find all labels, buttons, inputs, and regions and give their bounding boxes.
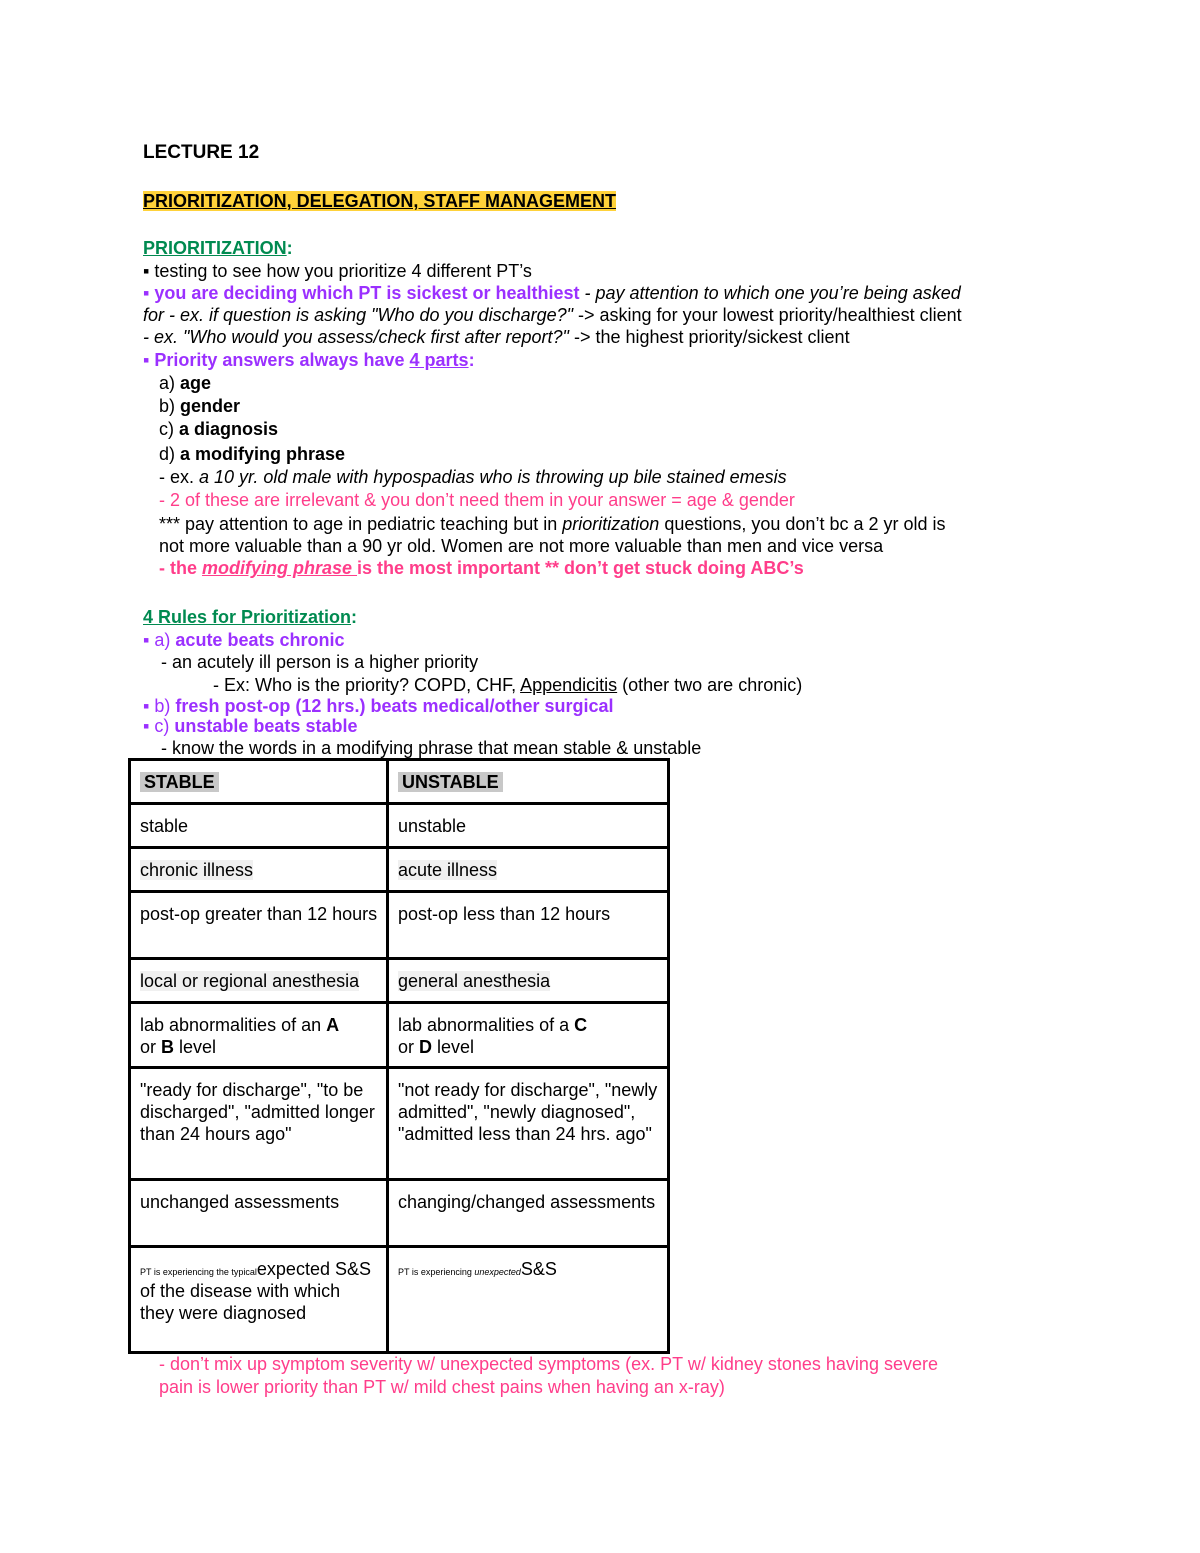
rule-b: ▪ b) fresh post-op (12 hrs.) beats medical/other surgical bbox=[143, 696, 614, 716]
table-row bbox=[130, 1003, 669, 1068]
cell-unstable: general anesthesia bbox=[388, 959, 669, 1003]
cell-unstable: acute illness bbox=[388, 848, 669, 892]
header-stable: STABLE bbox=[130, 760, 388, 804]
cell-stable: chronic illness bbox=[130, 848, 388, 892]
part-age: a) age bbox=[159, 373, 212, 393]
stable-unstable-table bbox=[128, 758, 670, 1354]
cell-stable: local or regional anesthesia bbox=[130, 959, 388, 1003]
example-line: - ex. a 10 yr. old male with hypospadias who is throwing up bile stained emesis bbox=[159, 467, 787, 487]
bullet-testing: ▪ testing to see how you prioritize 4 different PT’s bbox=[143, 261, 532, 281]
rule-c-sub: - know the words in a modifying phrase that mean stable & unstable bbox=[161, 738, 702, 758]
cell-stable: PT is experiencing the typicalexpected S&S of the disease with which they were diagnosed bbox=[130, 1247, 388, 1353]
part-diagnosis: c) a diagnosis bbox=[159, 419, 279, 439]
footer-note-line1: - don’t mix up symptom severity w/ unexpected symptoms (ex. PT w/ kidney stones having severe bbox=[159, 1354, 938, 1374]
age-note-line2: not more valuable than a 90 yr old. Women are not more valuable than men and vice versa bbox=[159, 536, 884, 556]
table-row bbox=[130, 1180, 669, 1247]
cell-unstable: changing/changed assessments bbox=[388, 1180, 669, 1247]
rule-a: ▪ a) acute beats chronic bbox=[143, 630, 345, 650]
cell-stable: stable bbox=[130, 804, 388, 848]
bullet-deciding-line2: for - ex. if question is asking "Who do you discharge?" -> asking for your lowest priority/healthiest client bbox=[143, 305, 962, 325]
bullet-deciding-line3: - ex. "Who would you assess/check first after report?" -> the highest priority/sickest client bbox=[143, 327, 850, 347]
part-gender: b) gender bbox=[159, 396, 241, 416]
prioritization-heading: PRIORITIZATION: bbox=[143, 238, 293, 258]
cell-stable: lab abnormalities of an A or B level bbox=[130, 1003, 388, 1068]
cell-stable: post-op greater than 12 hours bbox=[130, 892, 388, 959]
rule-c: ▪ c) unstable beats stable bbox=[143, 716, 358, 736]
cell-unstable: unstable bbox=[388, 804, 669, 848]
bullet-deciding: ▪ you are deciding which PT is sickest or healthiest - pay attention to which one you’re being asked bbox=[143, 283, 961, 303]
cell-unstable: PT is experiencing unexpectedS&S bbox=[388, 1247, 669, 1353]
cell-stable: unchanged assessments bbox=[130, 1180, 388, 1247]
age-note-line1: *** pay attention to age in pediatric teaching but in prioritization questions, you don’t bc a 2 yr old is bbox=[159, 514, 946, 534]
section-title: PRIORITIZATION, DELEGATION, STAFF MANAGEMENT bbox=[143, 191, 616, 211]
irrelevant-note: - 2 of these are irrelevant & you don’t need them in your answer = age & gender bbox=[159, 490, 795, 510]
rule-a-sub: - an acutely ill person is a higher priority bbox=[161, 652, 479, 672]
rules-heading: 4 Rules for Prioritization: bbox=[143, 607, 358, 627]
cell-unstable: "not ready for discharge", "newly admitted", "newly diagnosed", "admitted less than 24 hrs. ago" bbox=[388, 1068, 669, 1180]
modifying-phrase-note: - the modifying phrase is the most important ** don’t get stuck doing ABC’s bbox=[159, 558, 804, 578]
header-unstable: UNSTABLE bbox=[388, 760, 669, 804]
cell-unstable: post-op less than 12 hours bbox=[388, 892, 669, 959]
table-row bbox=[130, 1247, 669, 1353]
table-row bbox=[130, 892, 669, 959]
rule-a-example: - Ex: Who is the priority? COPD, CHF, Appendicitis (other two are chronic) bbox=[213, 675, 803, 695]
table-header-row bbox=[130, 760, 669, 804]
table-row bbox=[130, 848, 669, 892]
bullet-four-parts: ▪ Priority answers always have 4 parts: bbox=[143, 350, 475, 370]
table-row bbox=[130, 1068, 669, 1180]
table-row bbox=[130, 804, 669, 848]
cell-stable: "ready for discharge", "to be discharged", "admitted longer than 24 hours ago" bbox=[130, 1068, 388, 1180]
lecture-title: LECTURE 12 bbox=[143, 142, 260, 163]
table-row bbox=[130, 959, 669, 1003]
part-modifying-phrase: d) a modifying phrase bbox=[159, 444, 346, 464]
cell-unstable: lab abnormalities of a C or D level bbox=[388, 1003, 669, 1068]
footer-note-line2: pain is lower priority than PT w/ mild chest pains when having an x-ray) bbox=[159, 1377, 725, 1397]
